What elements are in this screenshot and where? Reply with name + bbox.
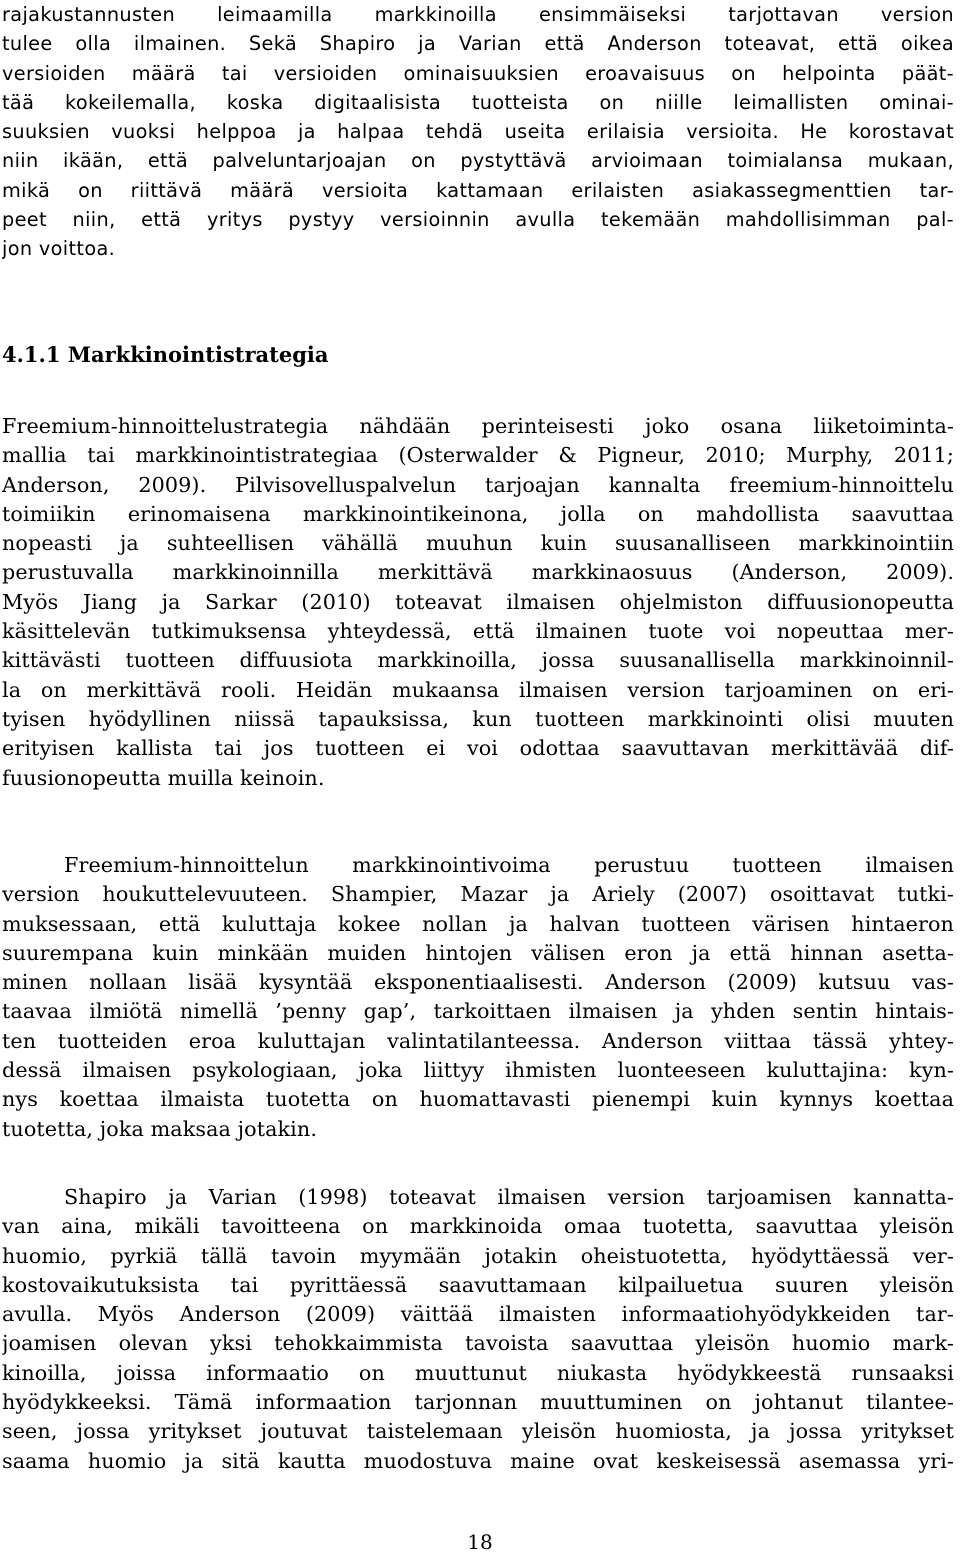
paragraph-3 [2, 851, 954, 1144]
text-line: mikä on riittävä määrä versioita kattamaan erilaisten asiakassegmenttien tar- [2, 178, 954, 202]
text-line: mallia tai markkinointistrategiaa (Osterwalder & Pigneur, 2010; Murphy, 2011; [2, 443, 954, 468]
text-line: Freemium-hinnoittelustrategia nähdään perinteisesti joko osana liiketoiminta- [2, 414, 954, 438]
text-line: nopeasti ja suhteellisen vähällä muuhun kuin suusanalliseen markkinointiin [2, 531, 954, 556]
text-line: saama huomio ja sitä kautta muodostuva maine ovat keskeisessä asemassa yri- [2, 1448, 954, 1473]
text-line: hyödykkeeksi. Tämä informaation tarjonnan muuttuminen on johtanut tilantee- [2, 1390, 954, 1415]
text-line: perustuvalla markkinoinnilla merkittävä markkinaosuus (Anderson, 2009). [2, 560, 954, 585]
text-line: tyisen hyödyllinen niissä tapauksissa, kun tuotteen markkinointi olisi muuten [2, 706, 954, 731]
text-line: avulla. Myös Anderson (2009) väittää ilmaisten informaatiohyödykkeiden tar- [2, 1302, 954, 1327]
text-line: muksessaan, että kuluttaja kokee nollan ja halvan tuotteen värisen hintaeron [2, 911, 954, 936]
page-number: 18 [467, 1530, 493, 1554]
text-line: tää kokeilemalla, koska digitaalisista tuotteista on niille leimallisten ominai- [2, 90, 954, 114]
text-line: fuusionopeutta muilla keinoin. [2, 765, 325, 790]
text-line: kinoilla, joissa informaatio on muuttunut niukasta hyödykkeestä runsaaksi [2, 1360, 954, 1385]
text-line: minen nollaan lisää kysyntää eksponentiaalisesti. Anderson (2009) kutsuu vas- [2, 970, 954, 995]
text-line: peet niin, että yritys pystyy versioinnin avulla tekemään mahdollisimman pal- [2, 208, 954, 232]
text-line: Anderson, 2009). Pilvisovelluspalvelun tarjoajan kannalta freemium-hinnoittelu [2, 472, 954, 497]
text-line: tulee olla ilmainen. Sekä Shapiro ja Varian että Anderson toteavat, että oikea [2, 32, 954, 56]
text-line: erityisen kallista tai jos tuotteen ei voi odottaa saavuttavan merkittävää dif- [2, 736, 954, 761]
text-line: Myös Jiang ja Sarkar (2010) toteavat ilmaisen ohjelmiston diffuusionopeutta [2, 589, 954, 614]
text-line: kittävästi tuotteen diffuusiota markkinoilla, jossa suusanallisella markkinoinnil- [2, 648, 954, 673]
text-line: joamisen olevan yksi tehokkaimmista tavoista saavuttaa yleisön huomio mark- [2, 1331, 954, 1356]
paragraph-4 [2, 1183, 954, 1476]
paragraph-1 [2, 0, 954, 264]
text-line: Shapiro ja Varian (1998) toteavat ilmaisen version tarjoamisen kannatta- [64, 1185, 954, 1209]
text-line: taavaa ilmiötä nimellä ’penny gap’, tarkoittaen ilmaisen ja yhden sentin hintais- [2, 999, 954, 1024]
text-line: tuotetta, joka maksaa jotakin. [2, 1116, 317, 1141]
section-heading: 4.1.1 Markkinointistrategia [2, 342, 329, 367]
text-line: seen, jossa yritykset joutuvat taistelemaan yleisön huomiosta, ja jossa yritykset [2, 1419, 954, 1444]
text-line: käsittelevän tutkimuksensa yhteydessä, että ilmainen tuote voi nopeuttaa mer- [2, 619, 954, 644]
text-line: version houkuttelevuuteen. Shampier, Mazar ja Ariely (2007) osoittavat tutki- [2, 882, 954, 907]
text-line: kostovaikutuksista tai pyrittäessä saavuttamaan kilpailuetua suuren yleisön [2, 1272, 954, 1297]
text-line: nys koettaa ilmaista tuotetta on huomattavasti pienempi kuin kynnys koettaa [2, 1087, 954, 1112]
text-line: dessä ilmaisen psykologiaan, joka liittyy ihmisten luonteeseen kuluttajina: kyn- [2, 1058, 954, 1083]
text-line: van aina, mikäli tavoitteena on markkinoida omaa tuotetta, saavuttaa yleisön [2, 1214, 954, 1239]
text-line: versioiden määrä tai versioiden ominaisuuksien eroavaisuus on helpointa päät- [2, 61, 954, 85]
text-line: suuksien vuoksi helppoa ja halpaa tehdä useita erilaisia versioita. He korostavat [2, 120, 954, 144]
text-line: la on merkittävä rooli. Heidän mukaansa ilmaisen version tarjoaminen on eri- [2, 677, 954, 702]
text-line: Freemium-hinnoittelun markkinointivoima perustuu tuotteen ilmaisen [64, 853, 954, 877]
text-line: huomio, pyrkiä tällä tavoin myymään jotakin oheistuotetta, hyödyttäessä ver- [2, 1243, 954, 1268]
paragraph-2 [2, 412, 954, 793]
text-line: ten tuotteiden eroa kuluttajan valintatilanteessa. Anderson viittaa tässä yhtey- [2, 1028, 954, 1053]
text-line: jon voittoa. [2, 237, 116, 261]
text-line: niin ikään, että palveluntarjoajan on pystyttävä arvioimaan toimialansa mukaan, [2, 149, 954, 173]
text-line: suurempana kuin minkään muiden hintojen välisen eron ja että hinnan asetta- [2, 940, 954, 965]
text-line: toimiikin erinomaisena markkinointikeinona, jolla on mahdollista saavuttaa [2, 501, 954, 526]
text-line: rajakustannusten leimaamilla markkinoilla ensimmäiseksi tarjottavan version [2, 3, 954, 26]
